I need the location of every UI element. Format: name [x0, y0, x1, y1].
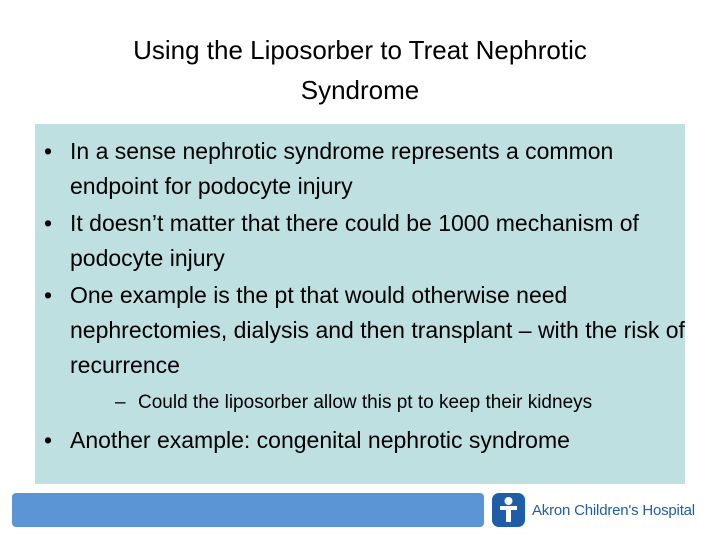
- slide-title-line-1: Using the Liposorber to Treat Nephrotic: [133, 35, 587, 65]
- sub-bullet-text: Could the liposorber allow this pt to keep their kidneys: [138, 392, 593, 413]
- bullet-text: One example is the pt that would otherwise need nephrectomies, dialysis and then transplant – with the risk of recurrence: [70, 282, 685, 378]
- akron-childrens-logo-icon: [492, 493, 525, 527]
- sub-bullet-list: [70, 389, 685, 417]
- bullet-marker: •: [44, 138, 53, 164]
- bullet-text: It doesn’t matter that there could be 1000 mechanism of podocyte injury: [70, 210, 639, 271]
- slide-title: [40, 30, 680, 110]
- akron-childrens-logo: [492, 492, 712, 528]
- bullet-item-1: [35, 134, 685, 204]
- bullet-text: Another example: congenital nephrotic syndrome: [70, 427, 570, 453]
- slide-title-line-2: Syndrome: [300, 75, 420, 105]
- footer-bar: [12, 493, 484, 527]
- bullet-marker: •: [44, 427, 53, 453]
- sub-bullet-marker: –: [115, 392, 126, 413]
- content-box: [35, 124, 685, 484]
- bullet-item-4: [35, 423, 685, 458]
- bullet-marker: •: [44, 282, 53, 308]
- bullet-list: [35, 124, 685, 458]
- bullet-marker: •: [44, 210, 53, 236]
- bullet-item-3: [35, 278, 685, 417]
- sub-bullet-item: [70, 389, 685, 417]
- bullet-item-2: [35, 206, 685, 276]
- logo-text: Akron Children's Hospital: [532, 501, 695, 519]
- bullet-text: In a sense nephrotic syndrome represents a common endpoint for podocyte injury: [70, 138, 614, 199]
